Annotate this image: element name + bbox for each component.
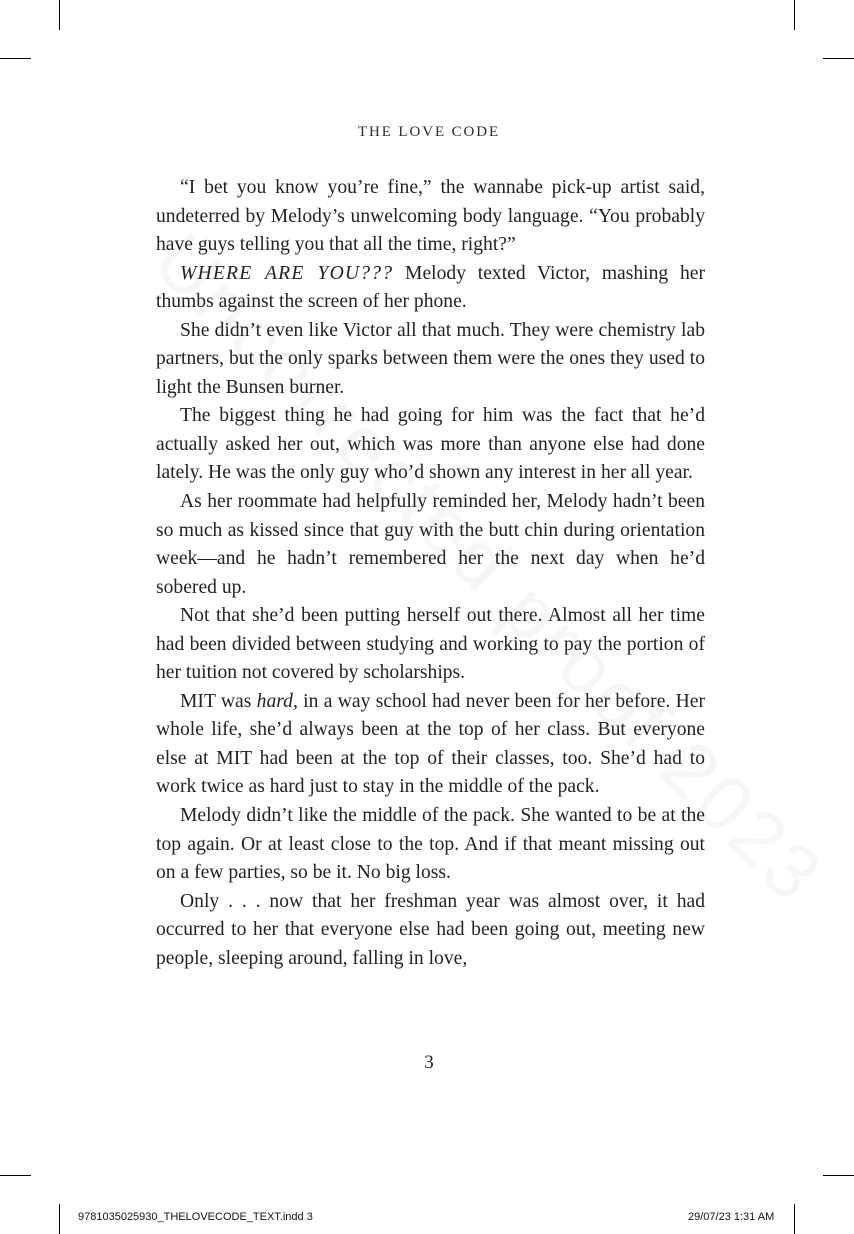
paragraph (156, 317, 705, 403)
slug-datetime: 29/07/23 1:31 AM (688, 1211, 775, 1223)
crop-mark-left-upper (0, 58, 31, 59)
crop-mark-top-left (59, 0, 60, 30)
paragraph-text: “I bet you know you’re fine,” the wannabe pick-up artist said, undeterred by Melody’s unwelcoming body language. “You probably have guys telling you that all the time, right?” (156, 177, 705, 256)
emphasis: hard, (256, 690, 298, 712)
paragraph (156, 602, 705, 688)
paragraph-text: MIT was (180, 690, 257, 712)
paragraph (156, 888, 705, 974)
crop-mark-left-lower (0, 1175, 31, 1176)
paragraph-text: She didn’t even like Victor all that much. They were chemistry lab partners, but the only sparks between them were the ones they used to light the Bunsen burner. (156, 319, 705, 398)
paragraph-text: in a way school had never been for her before. Her whole life, she’d always been at the top of her class. But everyone else at MIT had been at the top of their classes, too. She’d had to work twice as hard just to stay in the middle of the pack. (156, 690, 705, 798)
crop-mark-top-right (794, 0, 795, 30)
paragraph-text: Not that she’d been putting herself out there. Almost all her time had been divided between studying and working to pay the portion of her tuition not covered by scholarships. (156, 605, 705, 684)
body-text (156, 174, 705, 973)
running-head: THE LOVE CODE (357, 124, 501, 140)
paragraph-text: Only . . . now that her freshman year was almost over, it had occurred to her that everyone else had been going out, meeting new people, sleeping around, falling in love, (156, 890, 705, 969)
paragraph (156, 488, 705, 602)
paragraph-text: As her roommate had helpfully reminded her, Melody hadn’t been so much as kissed since that guy with the butt chin during orientation week—and he hadn’t remembered her the next day when he’d sobered up. (156, 491, 705, 598)
paragraph (156, 174, 705, 260)
text-message: WHERE ARE YOU??? (180, 262, 394, 284)
paragraph-text: Melody texted Victor, mashing her thumbs against the screen of her phone. (156, 262, 706, 313)
paragraph (156, 402, 705, 488)
crop-mark-right-lower (823, 1175, 854, 1176)
slug-filename: 9781035025930_THELOVECODE_TEXT.indd 3 (78, 1211, 313, 1223)
paragraph (156, 260, 705, 317)
paragraph-text: The biggest thing he had going for him was the fact that he’d actually asked her out, which was more than anyone else had done lately. He was the only guy who’d shown any interest in her all year. (156, 405, 705, 484)
paragraph (156, 802, 705, 888)
crop-mark-bottom-left (59, 1204, 60, 1234)
crop-mark-bottom-right (794, 1204, 795, 1234)
paragraph-text: Melody didn’t like the middle of the pack. She wanted to be at the top again. Or at least close to the top. And if that meant missing out on a few parties, so be it. No big loss. (156, 805, 705, 884)
crop-mark-right-upper (823, 58, 854, 59)
page-number: 3 (424, 1052, 434, 1073)
paragraph (156, 688, 705, 802)
